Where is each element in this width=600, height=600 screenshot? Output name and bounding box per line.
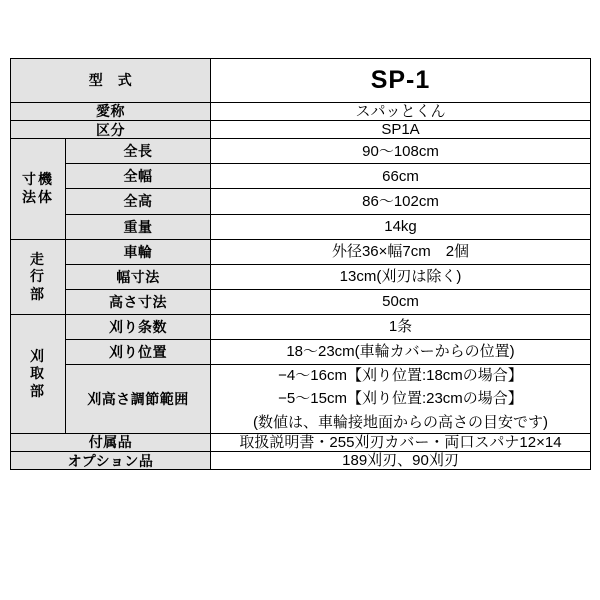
row-label-accessories: 付属品 <box>11 433 211 451</box>
table-row-category <box>11 121 591 139</box>
cut-height-line-2: −5〜15cm【刈り位置:23cmの場合】 <box>278 390 523 408</box>
drive-group-line1: 走 <box>30 250 46 267</box>
specification-table <box>10 58 591 470</box>
cut-height-line-3: (数値は、車輪接地面からの高さの目安です) <box>253 413 548 431</box>
row-label-model: 型 式 <box>11 59 211 103</box>
cut-group-line3: 部 <box>30 382 46 399</box>
row-value-options: 189刈刃、90刈刃 <box>211 452 591 470</box>
row-label-cut-position: 刈り位置 <box>66 340 211 365</box>
dimension-group-line2: 法体 <box>22 188 54 205</box>
row-label-width: 全幅 <box>66 164 211 189</box>
cut-height-line-1: −4〜16cm【刈り位置:18cmの場合】 <box>278 367 523 385</box>
row-label-category: 区分 <box>11 121 211 139</box>
row-label-cut-height-range: 刈高さ調節範囲 <box>66 365 211 434</box>
table-row-length <box>11 139 591 164</box>
row-value-height-dim: 50cm <box>211 289 591 314</box>
row-value-cut-position: 18〜23cm(車輪カバーからの位置) <box>211 340 591 365</box>
row-value-model: SP-1 <box>211 59 591 103</box>
row-label-height: 全高 <box>66 189 211 214</box>
row-value-nickname: スパッとくん <box>211 102 591 120</box>
row-label-nickname: 愛称 <box>11 102 211 120</box>
row-label-weight: 重量 <box>66 214 211 239</box>
table-row-weight <box>11 214 591 239</box>
table-row-width-dim <box>11 264 591 289</box>
row-label-width-dim: 幅寸法 <box>66 264 211 289</box>
row-value-width-dim: 13cm(刈刃は除く) <box>211 264 591 289</box>
table-row-nickname <box>11 102 591 120</box>
row-value-cut-height-range <box>211 365 591 434</box>
row-value-accessories: 取扱説明書・255刈刃カバー・両口スパナ12×14 <box>211 433 591 451</box>
row-value-wheel: 外径36×幅7cm 2個 <box>211 239 591 264</box>
row-label-length: 全長 <box>66 139 211 164</box>
row-label-wheel: 車輪 <box>66 239 211 264</box>
spec-table-container <box>10 58 590 470</box>
dimension-group-line1: 寸機 <box>22 171 54 188</box>
row-group-label-dimensions <box>11 139 66 239</box>
table-row-accessories <box>11 433 591 451</box>
cut-group-line1: 刈 <box>30 347 46 364</box>
table-row-wheel <box>11 239 591 264</box>
table-row-cut-rows <box>11 314 591 339</box>
row-label-options: オプション品 <box>11 452 211 470</box>
cut-group-line2: 取 <box>30 365 46 382</box>
table-row-model <box>11 59 591 103</box>
row-label-cut-rows: 刈り条数 <box>66 314 211 339</box>
row-value-length: 90〜108cm <box>211 139 591 164</box>
row-group-label-cutting <box>11 314 66 433</box>
drive-group-line2: 行 <box>30 268 46 285</box>
table-row-width <box>11 164 591 189</box>
row-value-weight: 14kg <box>211 214 591 239</box>
table-row-cut-height-range <box>11 365 591 434</box>
row-value-width: 66cm <box>211 164 591 189</box>
table-row-options <box>11 452 591 470</box>
row-value-cut-rows: 1条 <box>211 314 591 339</box>
table-row-cut-position <box>11 340 591 365</box>
table-row-height <box>11 189 591 214</box>
row-value-height: 86〜102cm <box>211 189 591 214</box>
row-value-category: SP1A <box>211 121 591 139</box>
drive-group-line3: 部 <box>30 285 46 302</box>
row-label-height-dim: 高さ寸法 <box>66 289 211 314</box>
row-group-label-drive <box>11 239 66 314</box>
table-row-height-dim <box>11 289 591 314</box>
